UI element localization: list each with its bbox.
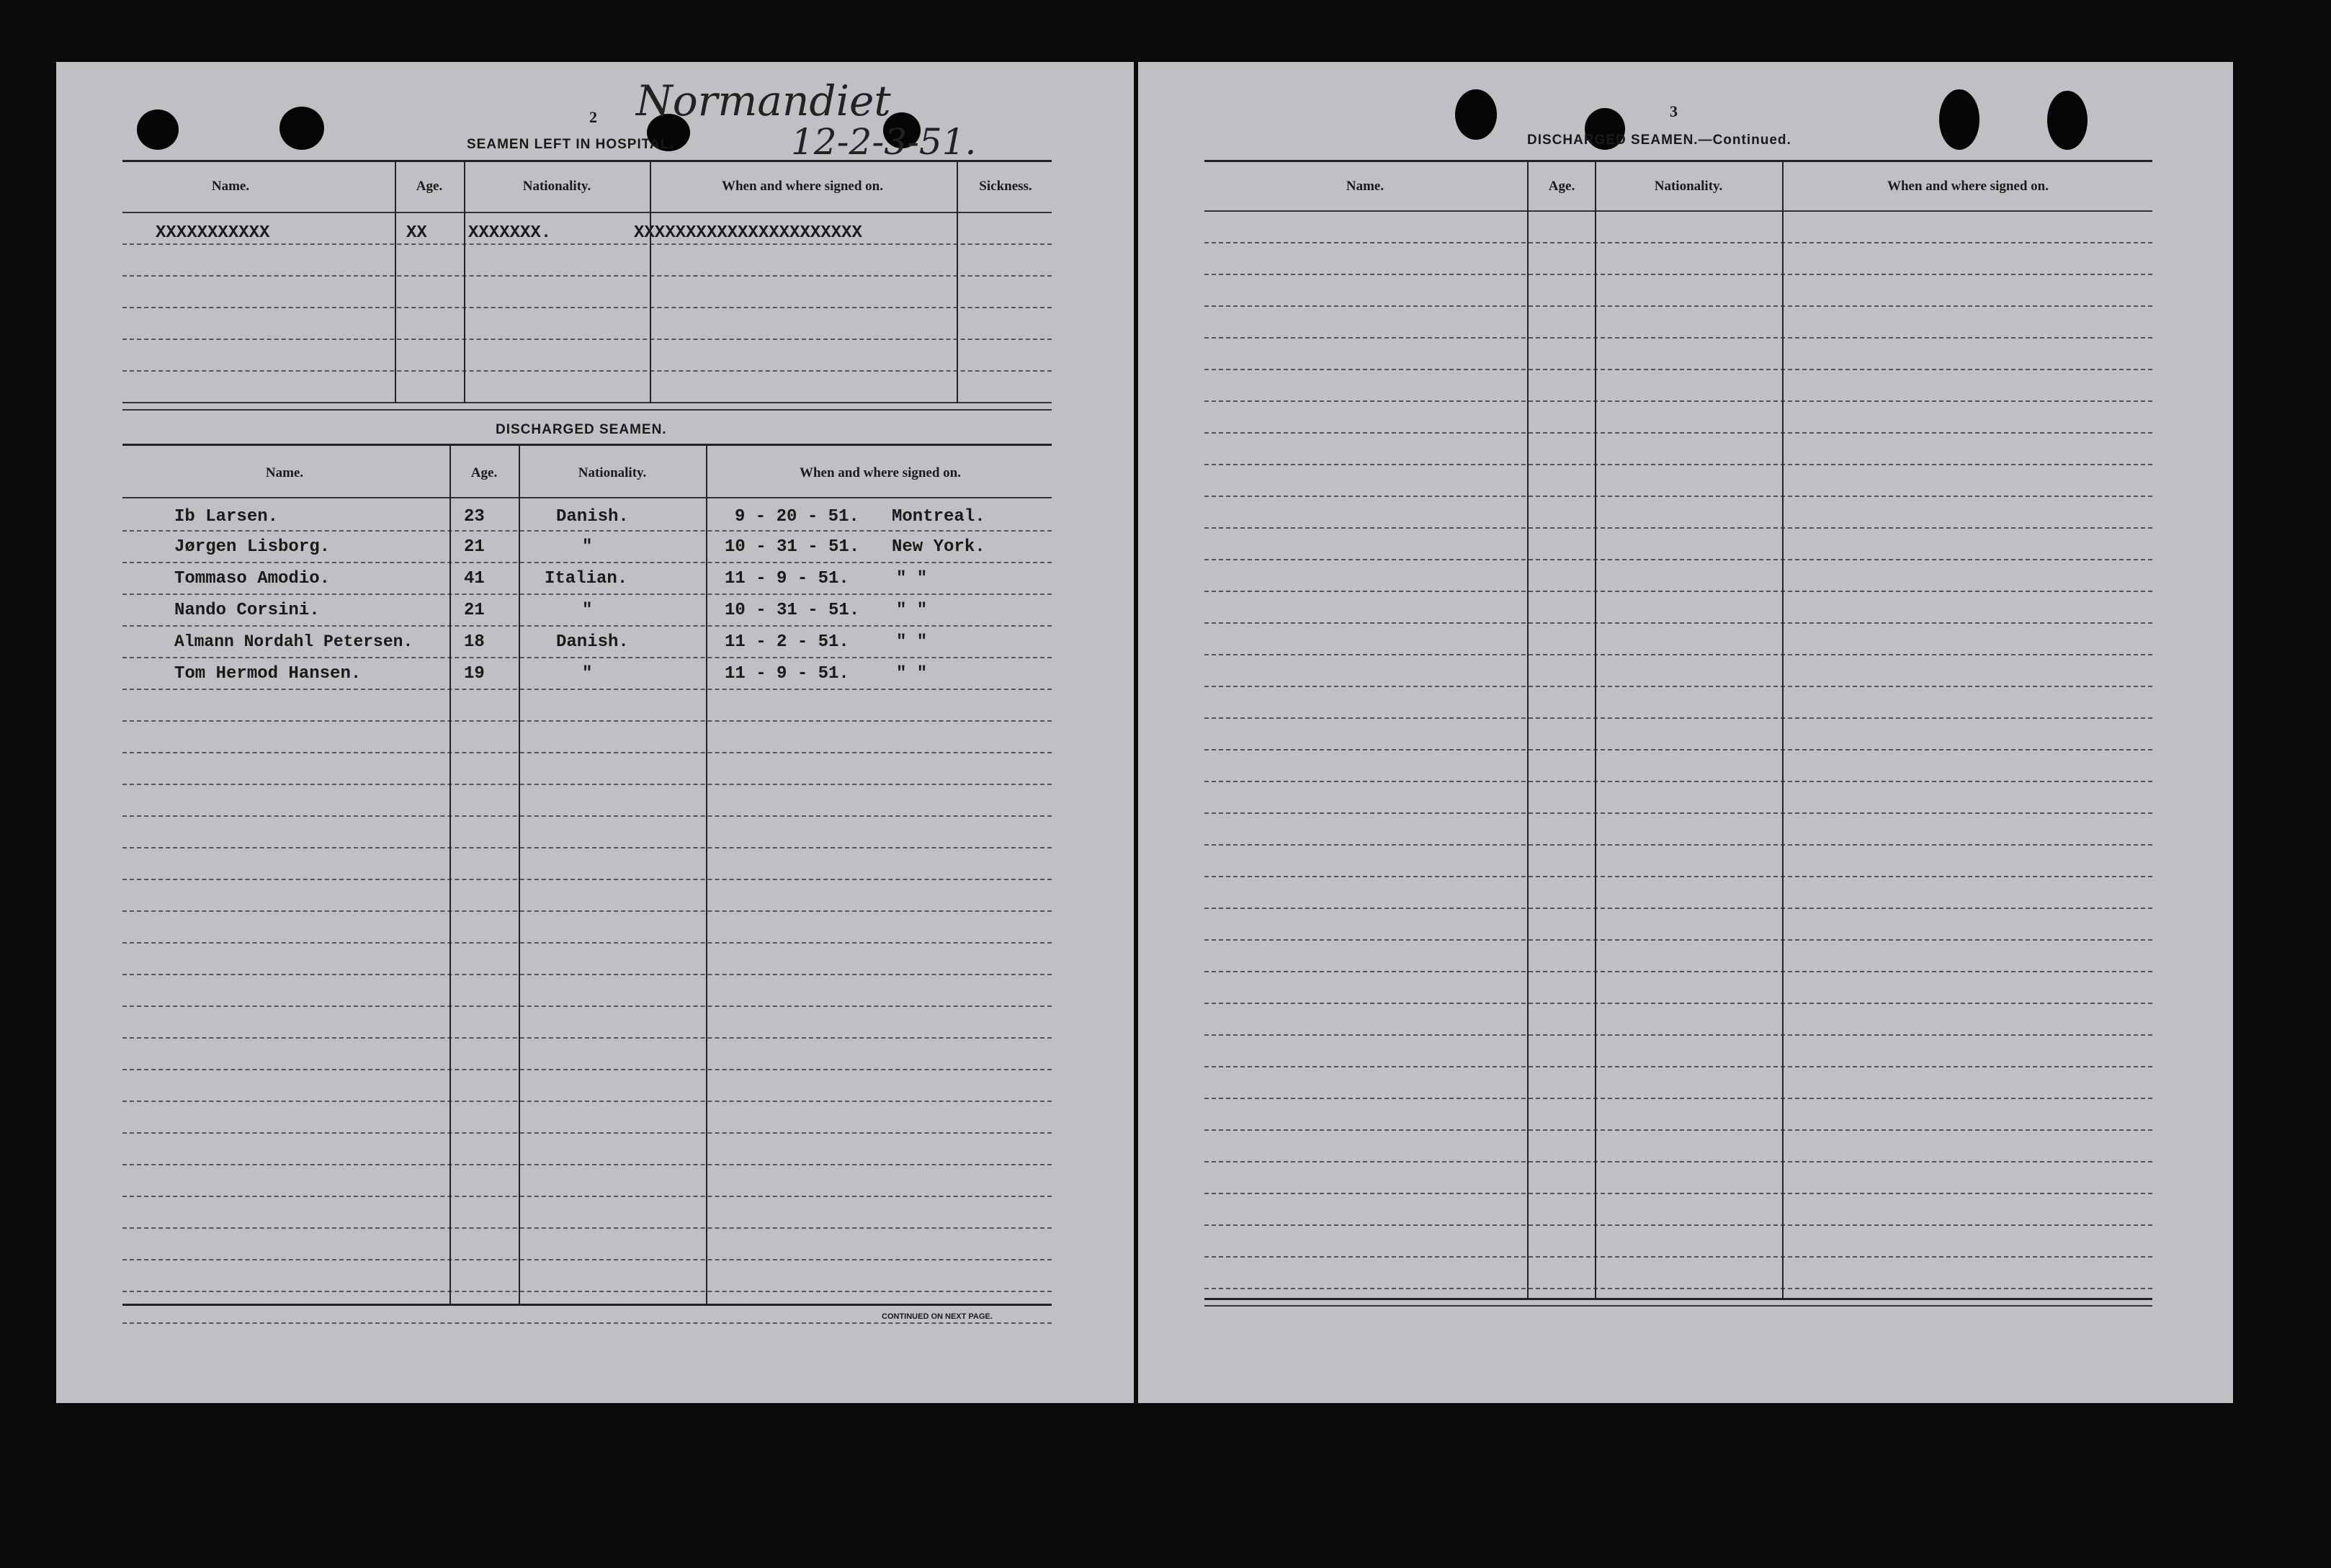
row-line bbox=[122, 1069, 1052, 1070]
column-divider bbox=[706, 445, 707, 1304]
discharged-col-signed: When and where signed on. bbox=[799, 465, 961, 480]
header-rule bbox=[122, 212, 1052, 213]
row-line bbox=[122, 530, 1052, 532]
row-line bbox=[1204, 400, 2152, 402]
row-line bbox=[1204, 242, 2152, 243]
row-line bbox=[122, 339, 1052, 340]
right-col-signed: When and where signed on. bbox=[1887, 179, 2049, 194]
row-line bbox=[1204, 717, 2152, 719]
struck-signed: XXXXXXXXXXXXXXXXXXXXXX bbox=[634, 223, 862, 243]
punch-hole bbox=[1455, 89, 1497, 140]
seaman-age: 23 bbox=[464, 507, 485, 527]
row-line bbox=[122, 720, 1052, 722]
row-line bbox=[122, 910, 1052, 912]
row-line bbox=[122, 879, 1052, 880]
row-line bbox=[1204, 591, 2152, 592]
column-divider bbox=[957, 161, 958, 403]
row-line bbox=[1204, 939, 2152, 941]
continued-note: CONTINUED ON NEXT PAGE. bbox=[882, 1312, 993, 1321]
signed-date: 11 - 2 - 51. bbox=[725, 632, 849, 652]
signed-place: " " bbox=[896, 632, 928, 652]
hospital-col-age: Age. bbox=[416, 179, 443, 194]
row-line bbox=[122, 243, 1052, 245]
seaman-age: 21 bbox=[464, 537, 485, 557]
seaman-name: Almann Nordahl Petersen. bbox=[174, 632, 413, 651]
row-line bbox=[1204, 844, 2152, 846]
seaman-nationality: Danish. bbox=[556, 632, 629, 652]
table-rule bbox=[1204, 160, 2152, 162]
row-line bbox=[1204, 654, 2152, 655]
seaman-name: Tommaso Amodio. bbox=[174, 569, 331, 588]
row-line bbox=[122, 815, 1052, 817]
row-line bbox=[122, 1101, 1052, 1102]
row-line bbox=[1204, 1066, 2152, 1067]
hospital-section-title: SEAMEN LEFT IN HOSPITAL. bbox=[467, 137, 674, 152]
row-line bbox=[122, 657, 1052, 658]
signed-place: " " bbox=[896, 601, 928, 620]
row-line bbox=[122, 593, 1052, 595]
handwritten-date: 12-2-3-51. bbox=[791, 121, 977, 163]
seaman-name: Tom Hermod Hansen. bbox=[174, 664, 362, 684]
row-line bbox=[122, 307, 1052, 308]
row-line bbox=[1204, 496, 2152, 497]
signed-date: 11 - 9 - 51. bbox=[725, 664, 849, 684]
row-line bbox=[1204, 1193, 2152, 1194]
row-line bbox=[1204, 749, 2152, 751]
row-line bbox=[1204, 1256, 2152, 1258]
hospital-col-name: Name. bbox=[211, 179, 250, 194]
row-line bbox=[1204, 686, 2152, 687]
row-line bbox=[122, 275, 1052, 277]
column-divider bbox=[519, 445, 520, 1304]
row-line bbox=[1204, 559, 2152, 560]
row-line bbox=[122, 562, 1052, 563]
header-rule bbox=[122, 497, 1052, 498]
row-line bbox=[122, 847, 1052, 848]
seaman-nationality: " bbox=[582, 664, 593, 684]
row-line bbox=[1204, 432, 2152, 434]
row-line bbox=[122, 1164, 1052, 1165]
punch-hole bbox=[137, 109, 179, 150]
seaman-age: 19 bbox=[464, 664, 485, 684]
row-line bbox=[122, 1322, 1052, 1324]
row-line bbox=[122, 1132, 1052, 1134]
seaman-age: 21 bbox=[464, 601, 485, 620]
hospital-col-signed: When and where signed on. bbox=[721, 179, 883, 194]
left-page bbox=[56, 62, 1134, 1403]
row-line bbox=[1204, 1003, 2152, 1004]
hospital-col-sickness: Sickness. bbox=[979, 179, 1032, 194]
right-col-age: Age. bbox=[1548, 179, 1575, 194]
row-line bbox=[1204, 1161, 2152, 1162]
discharged-section-title: DISCHARGED SEAMEN. bbox=[496, 422, 667, 437]
right-col-name: Name. bbox=[1346, 179, 1384, 194]
right-page bbox=[1138, 62, 2233, 1403]
row-line bbox=[1204, 464, 2152, 465]
signed-date: 9 - 20 - 51. bbox=[735, 507, 859, 527]
row-line bbox=[1204, 876, 2152, 877]
signed-date: 10 - 31 - 51. bbox=[725, 601, 860, 620]
struck-nationality: XXXXXXX. bbox=[468, 223, 552, 243]
row-line bbox=[122, 1037, 1052, 1039]
signed-date: 10 - 31 - 51. bbox=[725, 537, 860, 557]
row-line bbox=[1204, 369, 2152, 370]
column-divider bbox=[1595, 161, 1596, 1298]
signed-place: " " bbox=[896, 569, 928, 588]
row-line bbox=[1204, 337, 2152, 339]
table-rule bbox=[122, 160, 1052, 162]
punch-hole bbox=[1939, 89, 1979, 150]
punch-hole bbox=[2047, 91, 2088, 150]
column-divider bbox=[1782, 161, 1784, 1298]
row-line bbox=[1204, 971, 2152, 972]
row-line bbox=[1204, 1129, 2152, 1131]
hospital-col-nationality: Nationality. bbox=[522, 179, 591, 194]
row-line bbox=[1204, 274, 2152, 275]
row-line bbox=[122, 689, 1052, 690]
struck-name: XXXXXXXXXXX bbox=[156, 223, 270, 243]
table-rule bbox=[122, 444, 1052, 446]
column-divider bbox=[1527, 161, 1529, 1298]
row-line bbox=[122, 370, 1052, 372]
signed-place: " " bbox=[896, 664, 928, 684]
right-section-title: DISCHARGED SEAMEN.—Continued. bbox=[1527, 133, 1791, 148]
row-line bbox=[1204, 1034, 2152, 1036]
seaman-nationality: Italian. bbox=[545, 569, 628, 588]
row-line bbox=[122, 942, 1052, 944]
column-divider bbox=[464, 161, 465, 403]
signed-place: Montreal. bbox=[892, 507, 985, 527]
column-divider bbox=[395, 161, 396, 403]
column-divider bbox=[449, 445, 451, 1304]
punch-hole bbox=[279, 107, 324, 150]
seaman-nationality: " bbox=[582, 537, 593, 557]
row-line bbox=[122, 1259, 1052, 1260]
row-line bbox=[1204, 812, 2152, 814]
seaman-nationality: " bbox=[582, 601, 593, 620]
row-line bbox=[122, 1196, 1052, 1197]
row-line bbox=[122, 625, 1052, 627]
row-line bbox=[1204, 781, 2152, 782]
seaman-nationality: Danish. bbox=[556, 507, 629, 527]
table-bottom-rule bbox=[122, 1304, 1052, 1306]
table-bottom-rule bbox=[1204, 1305, 2152, 1307]
seaman-name: Ib Larsen. bbox=[174, 507, 279, 527]
row-line bbox=[122, 784, 1052, 785]
page-number: 2 bbox=[589, 108, 597, 126]
row-line bbox=[1204, 908, 2152, 909]
seaman-name: Nando Corsini. bbox=[174, 601, 320, 620]
handwritten-ship-name: Normandiet bbox=[636, 76, 891, 125]
signed-date: 11 - 9 - 51. bbox=[725, 569, 849, 588]
table-rule bbox=[122, 402, 1052, 403]
struck-age: XX bbox=[406, 223, 427, 243]
row-line bbox=[1204, 622, 2152, 624]
seaman-name: Jørgen Lisborg. bbox=[174, 537, 331, 557]
row-line bbox=[122, 1005, 1052, 1007]
header-rule bbox=[1204, 210, 2152, 212]
table-bottom-rule bbox=[1204, 1298, 2152, 1300]
seaman-age: 41 bbox=[464, 569, 485, 588]
discharged-col-name: Name. bbox=[265, 465, 304, 480]
right-col-nationality: Nationality. bbox=[1654, 179, 1723, 194]
discharged-col-nationality: Nationality. bbox=[578, 465, 647, 480]
column-divider bbox=[650, 161, 651, 403]
table-rule bbox=[122, 409, 1052, 411]
row-line bbox=[1204, 1224, 2152, 1226]
seaman-age: 18 bbox=[464, 632, 485, 652]
row-line bbox=[122, 974, 1052, 975]
row-line bbox=[122, 1227, 1052, 1229]
row-line bbox=[122, 1291, 1052, 1292]
row-line bbox=[1204, 527, 2152, 529]
row-line bbox=[1204, 1098, 2152, 1099]
signed-place: New York. bbox=[892, 537, 985, 557]
row-line bbox=[122, 752, 1052, 753]
page-number: 3 bbox=[1670, 102, 1678, 120]
row-line bbox=[1204, 305, 2152, 307]
discharged-col-age: Age. bbox=[470, 465, 498, 480]
row-line bbox=[1204, 1288, 2152, 1289]
